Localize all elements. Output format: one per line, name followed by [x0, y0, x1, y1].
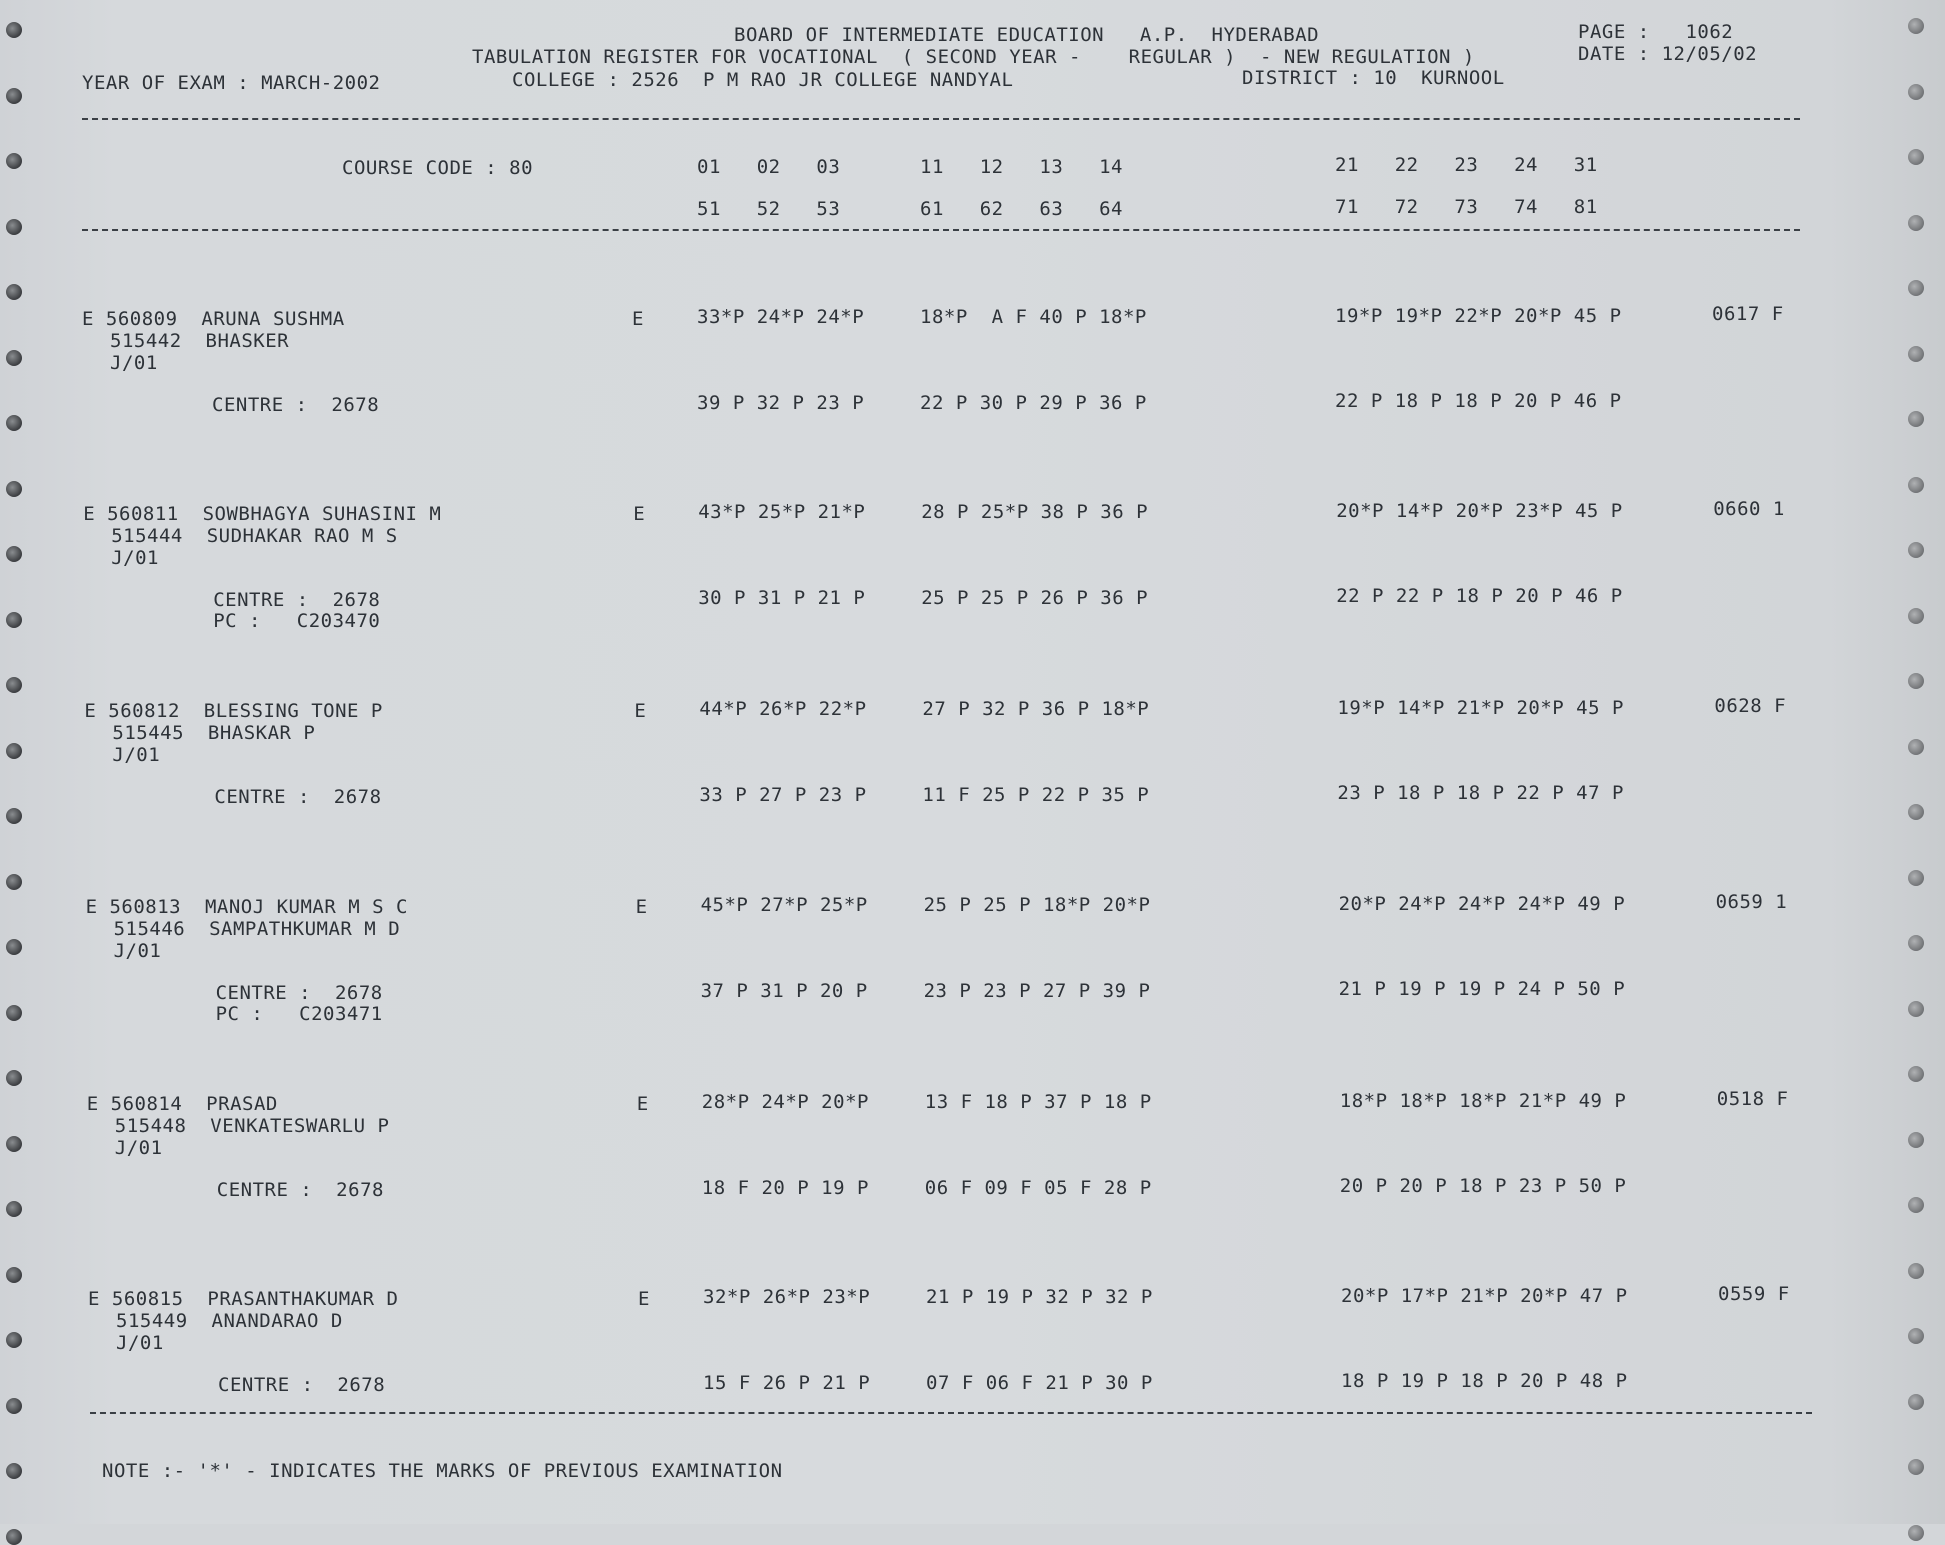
- marks-row1-part2: 25 P 25 P 18*P 20*P: [923, 894, 1151, 916]
- marks-row1-part2: 13 F 18 P 37 P 18 P: [924, 1091, 1152, 1113]
- medium: E: [634, 700, 647, 722]
- feed-hole-right: [1908, 673, 1924, 689]
- feed-hole-right: [1908, 608, 1924, 624]
- subject-codes-row1-c: 21 22 23 24 31: [1335, 154, 1598, 176]
- marks-row2-part1: 39 P 32 P 23 P: [697, 392, 865, 414]
- feed-hole-left: [6, 1267, 22, 1283]
- roll-father-name: 515442 BHASKER: [110, 330, 290, 352]
- feed-hole-left: [6, 1463, 22, 1479]
- feed-hole-left: [6, 219, 22, 235]
- college-info: COLLEGE : 2526 P M RAO JR COLLEGE NANDYAL: [512, 69, 1014, 91]
- feed-hole-right: [1908, 804, 1924, 820]
- group-code: J/01: [116, 1332, 164, 1354]
- pc-code: PC : C203470: [213, 610, 381, 632]
- pc-code: PC : C203471: [215, 1003, 383, 1025]
- marks-row1-part3: 20*P 24*P 24*P 24*P 49 P: [1338, 893, 1626, 915]
- total-result: 0518 F: [1716, 1088, 1789, 1110]
- feed-hole-right: [1908, 1001, 1924, 1017]
- feed-hole-left: [6, 1070, 22, 1086]
- subject-codes-row1-a: 01 02 03: [697, 156, 841, 178]
- group-code: J/01: [113, 940, 162, 962]
- feed-hole-right: [1908, 18, 1924, 34]
- subject-codes-row1-b: 11 12 13 14: [920, 156, 1123, 178]
- report-date: DATE : 12/05/02: [1578, 43, 1758, 65]
- roll-father-name: 515446 SAMPATHKUMAR M D: [113, 918, 401, 940]
- marks-row2-part3: 20 P 20 P 18 P 23 P 50 P: [1339, 1175, 1627, 1197]
- student-id-name: E 560811 SOWBHAGYA SUHASINI M: [83, 503, 442, 525]
- feed-hole-left: [6, 88, 22, 104]
- feed-hole-right: [1908, 1263, 1924, 1279]
- subject-codes-row2-c: 71 72 73 74 81: [1335, 196, 1598, 218]
- feed-hole-left: [6, 612, 22, 628]
- marks-row1-part1: 45*P 27*P 25*P: [700, 894, 868, 916]
- marks-row2-part3: 21 P 19 P 19 P 24 P 50 P: [1338, 978, 1626, 1000]
- medium: E: [632, 308, 644, 330]
- feed-hole-left: [6, 1136, 22, 1152]
- marks-row2-part2: 23 P 23 P 27 P 39 P: [923, 980, 1151, 1002]
- medium: E: [638, 1288, 650, 1310]
- marks-row2-part3: 18 P 19 P 18 P 20 P 48 P: [1341, 1370, 1628, 1392]
- centre-code: CENTRE : 2678: [213, 589, 381, 611]
- marks-row1-part1: 33*P 24*P 24*P: [697, 306, 865, 328]
- feed-hole-left: [6, 1529, 22, 1545]
- roll-father-name: 515448 VENKATESWARLU P: [114, 1115, 390, 1137]
- subject-codes-row2-b: 61 62 63 64: [920, 198, 1123, 220]
- feed-hole-right: [1908, 870, 1924, 886]
- feed-hole-left: [6, 1332, 22, 1348]
- feed-hole-left: [6, 1201, 22, 1217]
- roll-father-name: 515445 BHASKAR P: [112, 722, 316, 744]
- feed-hole-right: [1908, 346, 1924, 362]
- course-divider: [82, 229, 1800, 231]
- feed-hole-right: [1908, 1525, 1924, 1541]
- marks-row2-part2: 07 F 06 F 21 P 30 P: [926, 1372, 1153, 1394]
- feed-hole-right: [1908, 1066, 1924, 1082]
- marks-row2-part1: 18 F 20 P 19 P: [701, 1177, 869, 1199]
- marks-row1-part2: 18*P A F 40 P 18*P: [920, 306, 1147, 328]
- feed-hole-left: [6, 874, 22, 890]
- marks-row1-part1: 44*P 26*P 22*P: [699, 698, 867, 720]
- feed-hole-right: [1908, 935, 1924, 951]
- marks-row1-part3: 19*P 14*P 21*P 20*P 45 P: [1337, 697, 1624, 719]
- marks-row1-part2: 27 P 32 P 36 P 18*P: [922, 698, 1150, 720]
- feed-hole-right: [1908, 477, 1924, 493]
- feed-hole-right: [1908, 411, 1924, 427]
- course-code: COURSE CODE : 80: [342, 157, 534, 179]
- page-number: PAGE : 1062: [1578, 21, 1734, 43]
- centre-code: CENTRE : 2678: [216, 1179, 384, 1201]
- feed-hole-left: [6, 415, 22, 431]
- student-id-name: E 560814 PRASAD: [86, 1093, 278, 1115]
- student-id-name: E 560815 PRASANTHAKUMAR D: [88, 1288, 399, 1310]
- total-result: 0628 F: [1714, 695, 1787, 717]
- feed-hole-left: [6, 22, 22, 38]
- medium: E: [635, 896, 648, 918]
- marks-row2-part3: 22 P 18 P 18 P 20 P 46 P: [1335, 390, 1622, 412]
- feed-hole-right: [1908, 149, 1924, 165]
- feed-hole-left: [6, 1398, 22, 1414]
- total-result: 0659 1: [1715, 891, 1788, 913]
- feed-hole-left: [6, 481, 22, 497]
- feed-hole-left: [6, 546, 22, 562]
- footnote: NOTE :- '*' - INDICATES THE MARKS OF PREVIOUS EXAMINATION: [102, 1460, 783, 1482]
- total-result: 0617 F: [1712, 303, 1784, 325]
- group-code: J/01: [114, 1137, 163, 1159]
- marks-row1-part1: 32*P 26*P 23*P: [703, 1286, 871, 1308]
- marks-row2-part2: 22 P 30 P 29 P 36 P: [920, 392, 1147, 414]
- marks-row2-part1: 37 P 31 P 20 P: [700, 980, 868, 1002]
- feed-hole-left: [6, 939, 22, 955]
- feed-hole-left: [6, 153, 22, 169]
- feed-hole-right: [1908, 84, 1924, 100]
- marks-row2-part2: 06 F 09 F 05 F 28 P: [924, 1177, 1152, 1199]
- marks-row2-part1: 33 P 27 P 23 P: [699, 784, 867, 806]
- marks-row2-part2: 25 P 25 P 26 P 36 P: [921, 587, 1149, 609]
- year-of-exam: YEAR OF EXAM : MARCH-2002: [82, 72, 381, 94]
- student-id-name: E 560812 BLESSING TONE P: [84, 700, 383, 722]
- marks-row1-part3: 19*P 19*P 22*P 20*P 45 P: [1335, 305, 1622, 327]
- feed-hole-right: [1908, 1394, 1924, 1410]
- feed-hole-right: [1908, 739, 1924, 755]
- marks-row1-part3: 18*P 18*P 18*P 21*P 49 P: [1339, 1090, 1627, 1112]
- feed-hole-left: [6, 284, 22, 300]
- feed-hole-left: [6, 350, 22, 366]
- district-info: DISTRICT : 10 KURNOOL: [1242, 67, 1505, 89]
- marks-row2-part3: 22 P 22 P 18 P 20 P 46 P: [1336, 585, 1623, 607]
- marks-row2-part1: 15 F 26 P 21 P: [703, 1372, 871, 1394]
- feed-hole-right: [1908, 1459, 1924, 1475]
- roll-father-name: 515449 ANANDARAO D: [116, 1310, 343, 1332]
- centre-code: CENTRE : 2678: [212, 394, 380, 416]
- medium: E: [633, 503, 646, 525]
- roll-father-name: 515444 SUDHAKAR RAO M S: [111, 525, 398, 547]
- marks-row2-part1: 30 P 31 P 21 P: [698, 587, 866, 609]
- student-id-name: E 560809 ARUNA SUSHMA: [82, 308, 345, 330]
- total-result: 0559 F: [1718, 1283, 1790, 1305]
- board-title: BOARD OF INTERMEDIATE EDUCATION A.P. HYDERABAD: [734, 24, 1320, 46]
- subject-codes-row2-a: 51 52 53: [697, 198, 841, 220]
- group-code: J/01: [112, 744, 161, 766]
- header-divider: [82, 118, 1800, 120]
- feed-hole-right: [1908, 215, 1924, 231]
- marks-row1-part1: 43*P 25*P 21*P: [698, 501, 866, 523]
- centre-code: CENTRE : 2678: [214, 786, 382, 808]
- student-id-name: E 560813 MANOJ KUMAR M S C: [85, 896, 408, 918]
- feed-hole-right: [1908, 280, 1924, 296]
- marks-row1-part1: 28*P 24*P 20*P: [701, 1091, 869, 1113]
- feed-hole-left: [6, 743, 22, 759]
- feed-hole-right: [1908, 1328, 1924, 1344]
- marks-row2-part2: 11 F 25 P 22 P 35 P: [922, 784, 1150, 806]
- feed-hole-left: [6, 1005, 22, 1021]
- marks-row1-part2: 28 P 25*P 38 P 36 P: [921, 501, 1149, 523]
- centre-code: CENTRE : 2678: [218, 1374, 386, 1396]
- medium: E: [636, 1093, 649, 1115]
- register-title: TABULATION REGISTER FOR VOCATIONAL ( SECOND YEAR - REGULAR ) - NEW REGULATION ): [472, 46, 1475, 68]
- feed-hole-left: [6, 808, 22, 824]
- feed-hole-right: [1908, 1132, 1924, 1148]
- marks-row1-part3: 20*P 14*P 20*P 23*P 45 P: [1336, 500, 1623, 522]
- feed-hole-left: [6, 677, 22, 693]
- group-code: J/01: [111, 547, 159, 569]
- group-code: J/01: [110, 352, 158, 374]
- feed-hole-right: [1908, 542, 1924, 558]
- marks-row1-part3: 20*P 17*P 21*P 20*P 47 P: [1341, 1285, 1628, 1307]
- marks-row2-part3: 23 P 18 P 18 P 22 P 47 P: [1337, 782, 1624, 804]
- total-result: 0660 1: [1713, 498, 1785, 520]
- marks-row1-part2: 21 P 19 P 32 P 32 P: [926, 1286, 1153, 1308]
- footer-divider: [90, 1412, 1812, 1414]
- feed-hole-right: [1908, 1197, 1924, 1213]
- centre-code: CENTRE : 2678: [215, 982, 383, 1004]
